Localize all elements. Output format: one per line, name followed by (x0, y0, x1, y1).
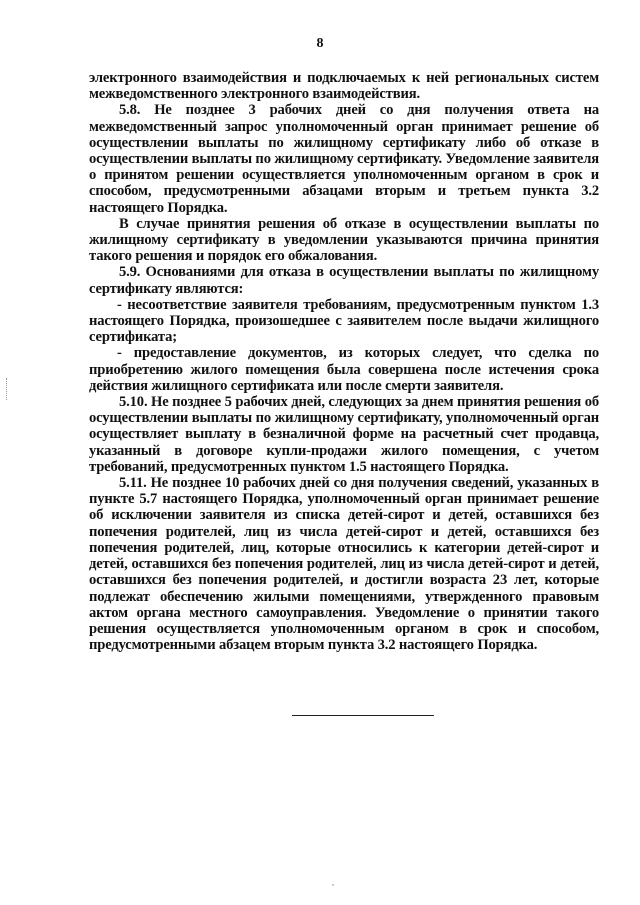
document-body (89, 70, 599, 653)
paragraph-5-8: 5.8. Не позднее 3 рабочих дней со дня получения ответа на межведомственный запрос уполномоченный орган принимает решение об осуществлении выплаты по жилищному сертификату либо об отказе в осуществлении выплаты по жилищному сертификату. Уведомление заявителя о принятом решении осуществляется уполномоченным органом в срок и способом, предусмотренными абзацами вторым и третьем пункта 3.2 настоящего Порядка. (89, 102, 600, 216)
scan-margin-mark (6, 378, 10, 400)
paragraph-5-11: 5.11. Не позднее 10 рабочих дней со дня получения сведений, указанных в пункте 5.7 настоящего Порядка, уполномоченный орган принимает решение об исключении заявителя из списка детей-сирот и детей, оставшихся без попечения родителей, лиц из числа детей-сирот и детей, оставшихся без попечения родителей, лиц, которые относились к категории детей-сирот и детей, оставшихся без попечения родителей, лиц из числа детей-сирот и детей, оставшихся без попечения родителей, и достигли возраста 23 лет, которые подлежат обеспечению жилыми помещениями, утвержденного правовым актом органа местного самоуправления. Уведомление о принятии такого решения осуществляется уполномоченным органом в срок и способом, предусмотренными абзацем вторым пункта 3.2 настоящего Порядка. (89, 475, 599, 654)
paragraph-continuation: электронного взаимодействия и подключаемых к ней региональных систем межведомственного электронного взаимодействия. (89, 70, 599, 103)
scan-speck (332, 884, 334, 886)
paragraph-5-9: 5.9. Основаниями для отказа в осуществлении выплаты по жилищному сертификату являются: (89, 264, 599, 297)
end-of-document-rule (292, 715, 434, 716)
paragraph-refusal-notice: В случае принятия решения об отказе в осуществлении выплаты по жилищному сертификату в уведомлении указываются причина принятия такого решения и порядок его обжалования. (89, 215, 599, 265)
list-item-requirements-mismatch: - несоответствие заявителя требованиям, предусмотренным пунктом 1.3 настоящего Порядка, произошедшее с заявителем после выдачи жилищного сертификата; (89, 296, 599, 346)
list-item-late-transaction: - предоставление документов, из которых следует, что сделка по приобретению жилого помещения была совершена после истечения срока действия жилищного сертификата или после смерти заявителя. (89, 345, 599, 394)
paragraph-5-10: 5.10. Не позднее 5 рабочих дней, следующих за днем принятия решения об осуществлении выплаты по жилищному сертификату, уполномоченный орган осуществляет выплату в безналичной форме на расчетный счет продавца, указанный в договоре купли-продажи жилого помещения, с учетом требований, предусмотренных пунктом 1.5 настоящего Порядка. (89, 394, 599, 475)
page-number: 8 (316, 36, 324, 51)
